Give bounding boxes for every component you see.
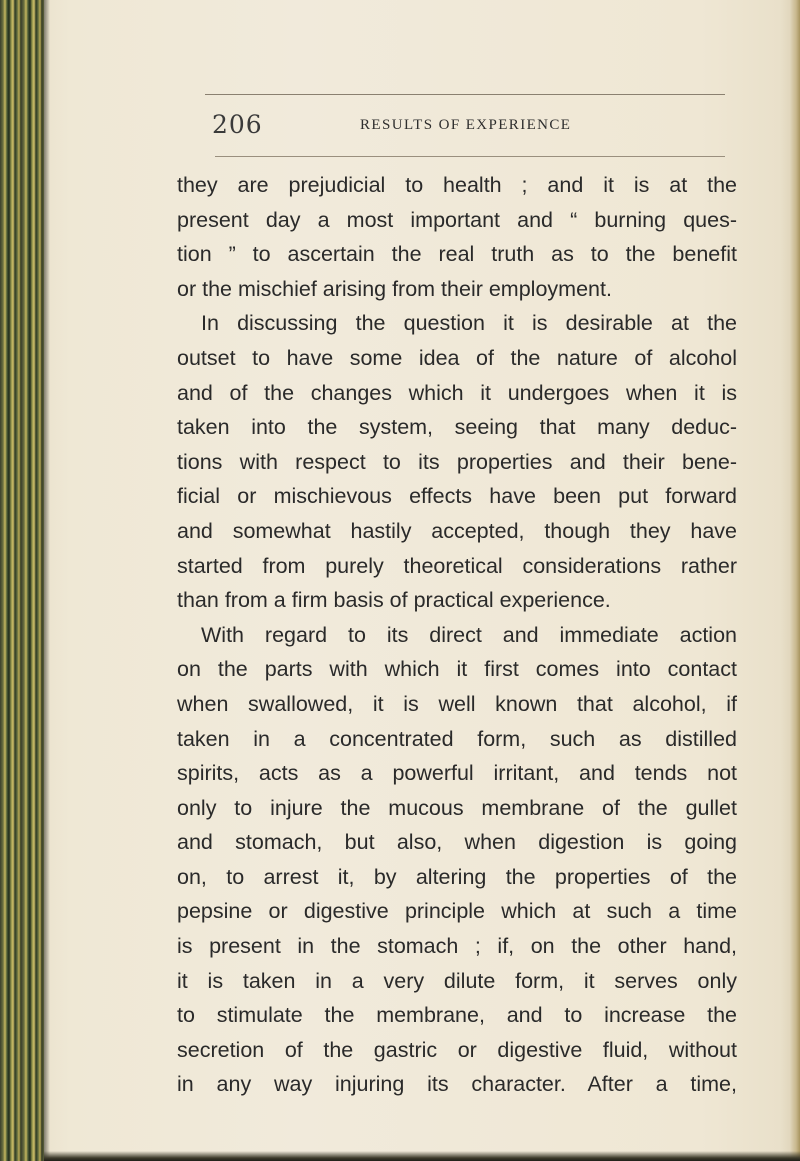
text-line: secretion of the gastric or digestive fluid, without (177, 1037, 737, 1062)
header-rule (215, 156, 725, 157)
text-line: With regard to its direct and immediate action (201, 622, 737, 647)
text-line: when swallowed, it is well known that alcohol, if (177, 691, 737, 716)
page-edge-right (790, 0, 800, 1161)
text-line: tions with respect to its properties and their bene- (177, 449, 737, 474)
text-line: ficial or mischievous effects have been put forward (177, 484, 737, 509)
text-line: pepsine or digestive principle which at such a time (177, 899, 737, 924)
text-line: in any way injuring its character. After a time, (177, 1072, 737, 1097)
text-line: taken into the system, seeing that many deduc- (177, 415, 737, 440)
text-line: on the parts with which it first comes into contact (177, 657, 737, 682)
top-rule (205, 94, 725, 95)
text-line: tion ” to ascertain the real truth as to the benefit (177, 242, 737, 267)
text-line: only to injure the mucous membrane of the gullet (177, 795, 737, 820)
page-number: 206 (212, 110, 263, 139)
text-line: they are prejudicial to health ; and it is at the (177, 173, 737, 197)
text-line: or the mischief arising from their employment. (177, 276, 612, 301)
text-line: present day a most important and “ burning ques- (177, 207, 737, 232)
text-line: outset to have some idea of the nature of alcohol (177, 345, 737, 370)
text-line: and somewhat hastily accepted, though they have (177, 518, 737, 543)
book-binding (0, 0, 44, 1161)
running-head: RESULTS OF EXPERIENCE (360, 117, 572, 133)
text-line: spirits, acts as a powerful irritant, and tends not (177, 761, 737, 786)
text-line: taken in a concentrated form, such as distilled (177, 726, 737, 751)
text-line: In discussing the question it is desirable at the (201, 311, 737, 336)
text-line: it is taken in a very dilute form, it serves only (177, 968, 737, 993)
text-line: and of the changes which it undergoes when it is (177, 380, 737, 405)
body-text (177, 168, 737, 1102)
text-line: and stomach, but also, when digestion is going (177, 830, 737, 855)
text-line: is present in the stomach ; if, on the other hand, (177, 934, 737, 959)
text-line: on, to arrest it, by altering the properties of the (177, 864, 737, 889)
page-edge-bottom (44, 1151, 800, 1161)
text-line: started from purely theoretical considerations rather (177, 553, 737, 578)
page-header (212, 110, 732, 140)
text-line: than from a firm basis of practical experience. (177, 588, 611, 613)
text-line: to stimulate the membrane, and to increase the (177, 1003, 737, 1028)
